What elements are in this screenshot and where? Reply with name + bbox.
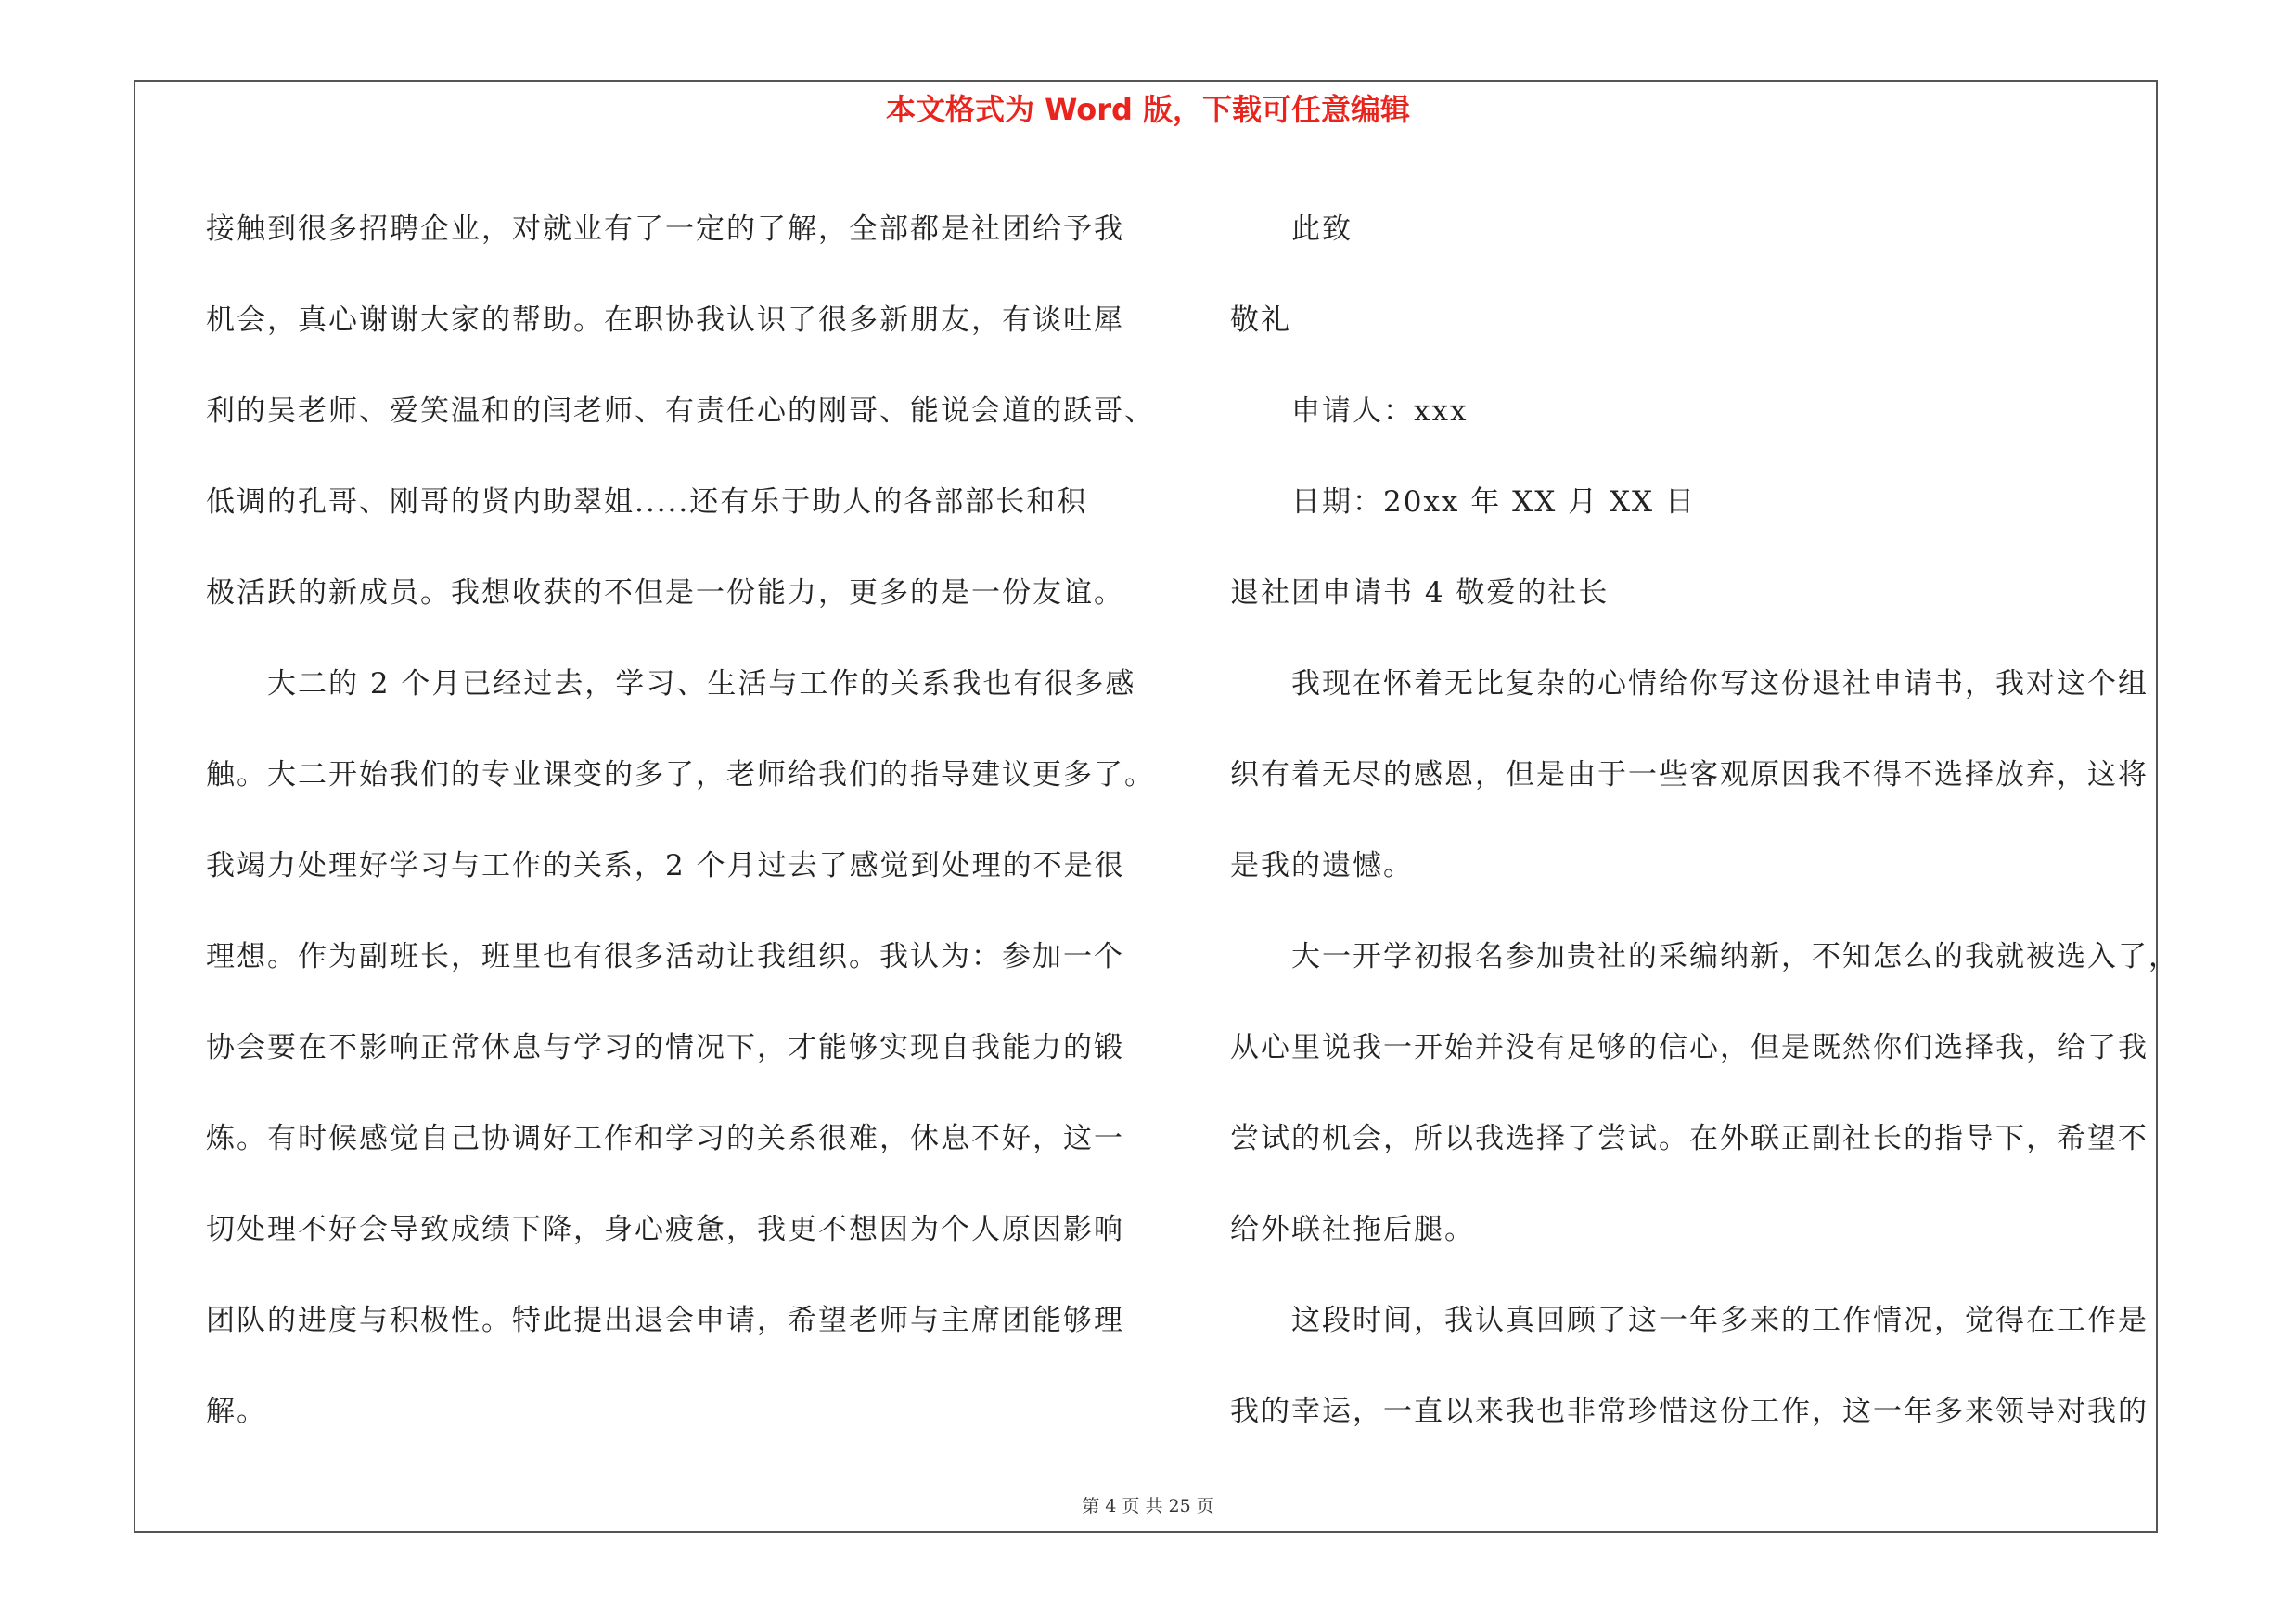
text-line: 触。大二开始我们的专业课变的多了，老师给我们的指导建议更多了。 [206, 758, 1155, 792]
text-line: 切处理不好会导致成绩下降，身心疲惫，我更不想因为个人原因影响 [206, 1213, 1124, 1246]
text-line: 解。 [206, 1395, 267, 1428]
text-line: 机会，真心谢谢大家的帮助。在职协我认识了很多新朋友，有谈吐犀 [206, 303, 1124, 337]
section-heading-line: 退社团申请书 4 敬爱的社长 [1230, 576, 1610, 610]
applicant-line: 申请人：xxx [1291, 394, 1469, 428]
paragraph-start-line: 大二的 2 个月已经过去，学习、生活与工作的关系我也有很多感 [267, 667, 1136, 701]
page-number-footer: 第 4 页 共 25 页 [1082, 1496, 1214, 1516]
text-line: 是我的遗憾。 [1230, 849, 1414, 882]
text-line: 低调的孔哥、刚哥的贤内助翠姐.....还有乐于助人的各部部长和积 [206, 485, 1088, 519]
text-line: 理想。作为副班长，班里也有很多活动让我组织。我认为：参加一个 [206, 940, 1124, 973]
date-line: 日期：20xx 年 XX 月 XX 日 [1291, 485, 1696, 519]
text-line: 炼。有时候感觉自己协调好工作和学习的关系很难，休息不好，这一 [206, 1122, 1124, 1155]
left-text-column [206, 184, 1155, 1457]
text-line: 接触到很多招聘企业，对就业有了一定的了解，全部都是社团给予我 [206, 213, 1124, 246]
text-line: 团队的进度与积极性。特此提出退会申请，希望老师与主席团能够理 [206, 1304, 1124, 1337]
text-line: 织有着无尽的感恩，但是由于一些客观原因我不得不选择放弃，这将 [1230, 758, 2148, 792]
paragraph-start-line: 这段时间，我认真回顾了这一年多来的工作情况，觉得在工作是 [1291, 1304, 2148, 1337]
text-line: 协会要在不影响正常休息与学习的情况下，才能够实现自我能力的锻 [206, 1031, 1124, 1064]
text-line: 极活跃的新成员。我想收获的不但是一份能力，更多的是一份友谊。 [206, 576, 1124, 610]
text-line: 从心里说我一开始并没有足够的信心，但是既然你们选择我，给了我 [1230, 1031, 2148, 1064]
text-line: 我的幸运，一直以来我也非常珍惜这份工作，这一年多来领导对我的 [1230, 1395, 2148, 1428]
text-line: 尝试的机会，所以我选择了尝试。在外联正副社长的指导下，希望不 [1230, 1122, 2148, 1155]
salutation-line: 敬礼 [1230, 303, 1291, 337]
text-line: 给外联社拖后腿。 [1230, 1213, 1475, 1246]
paragraph-start-line: 大一开学初报名参加贵社的采编纳新，不知怎么的我就被选入了， [1291, 940, 2179, 973]
text-line: 我竭力处理好学习与工作的关系，2 个月过去了感觉到处理的不是很 [206, 849, 1125, 882]
word-format-banner: 本文格式为 Word 版，下载可任意编辑 [885, 92, 1411, 127]
salutation-line: 此致 [1291, 213, 1353, 246]
text-line: 利的吴老师、爱笑温和的闫老师、有责任心的刚哥、能说会道的跃哥、 [206, 394, 1155, 428]
right-text-column [1230, 184, 2179, 1457]
paragraph-start-line: 我现在怀着无比复杂的心情给你写这份退社申请书，我对这个组 [1291, 667, 2148, 701]
